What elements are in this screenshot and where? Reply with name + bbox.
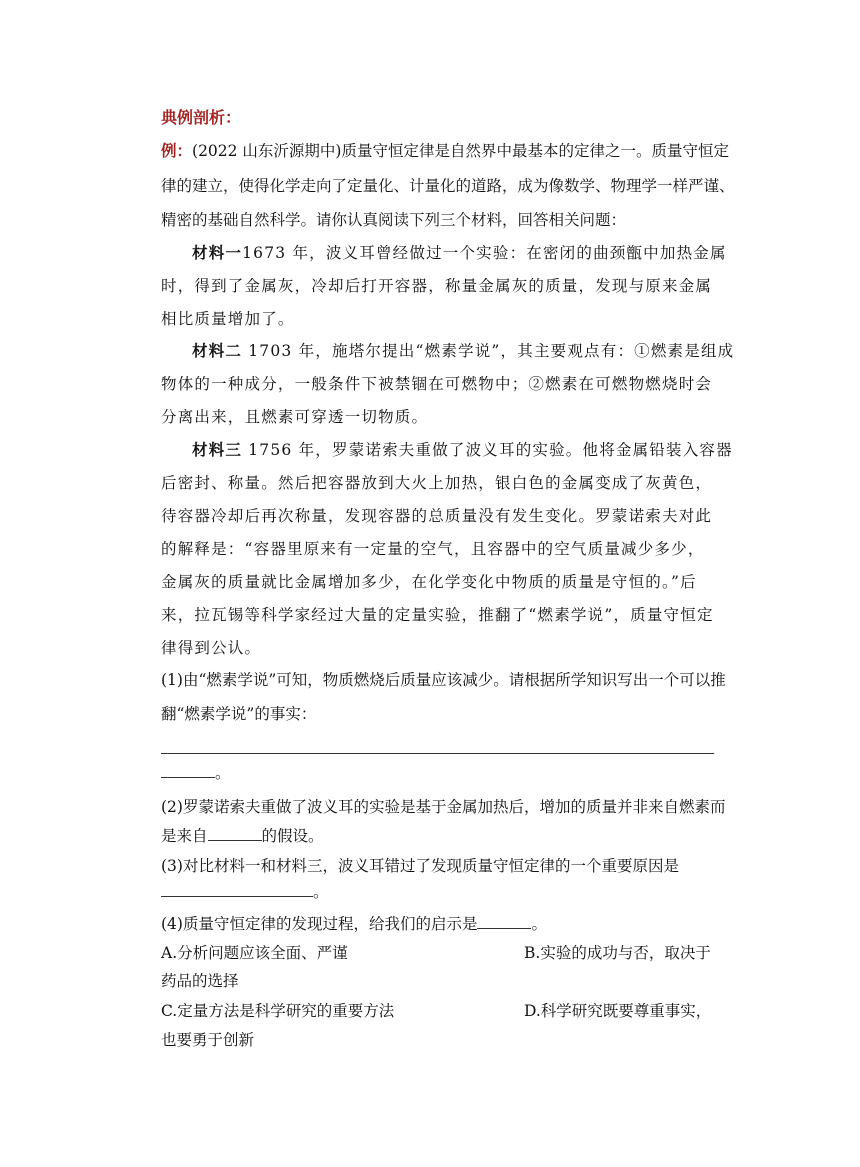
q3-line-1: (3)对比材料一和材料三，波义耳错过了发现质量守恒定律的一个重要原因是 bbox=[161, 857, 679, 875]
material1-title: 材料一 bbox=[192, 243, 243, 262]
material2-line-1: 材料二 1703 年，施塔尔提出“燃素学说”，其主要观点有：①燃素是组成 bbox=[192, 341, 735, 360]
material1-line-1: 材料一1673 年，波义耳曾经做过一个实验：在密闭的曲颈甑中加热金属 bbox=[192, 243, 727, 262]
q2-line-2: 是来自 的假设。 bbox=[161, 827, 324, 845]
option-c[interactable]: C.定量方法是科学研究的重要方法 bbox=[161, 1002, 395, 1020]
material3-line-5: 金属灰的质量就比金属增加多少，在化学变化中物质的质量是守恒的。”后 bbox=[161, 573, 697, 591]
q2-answer-blank[interactable] bbox=[208, 826, 262, 841]
q2-line-1: (2)罗蒙诺索夫重做了波义耳的实验是基于金属加热后，增加的质量并非来自燃素而 bbox=[161, 798, 726, 816]
material3-line-3: 待容器冷却后再次称量，发现容器的总质量没有发生变化。罗蒙诺索夫对此 bbox=[161, 507, 713, 525]
q1-answer-end: 。 bbox=[161, 763, 231, 783]
intro-line-3: 精密的基础自然科学。请你认真阅读下列三个材料，回答相关问题： bbox=[161, 211, 627, 229]
q4-line: (4)质量守恒定律的发现过程，给我们的启示是 。 bbox=[161, 915, 547, 933]
material3-line-6: 来，拉瓦锡等科学家经过大量的定量实验，推翻了“燃素学说”，质量守恒定 bbox=[161, 606, 714, 624]
intro-line-1: 例：(2022 山东沂源期中)质量守恒定律是自然界中最基本的定律之一。质量守恒定 bbox=[161, 142, 729, 160]
q4-answer-blank[interactable] bbox=[477, 914, 531, 929]
material3-line-1: 材料三 1756 年，罗蒙诺索夫重做了波义耳的实验。他将金属铅装入容器 bbox=[192, 440, 733, 459]
q1-line-1: (1)由“燃素学说”可知，物质燃烧后质量应该减少。请根据所学知识写出一个可以推 bbox=[161, 671, 726, 689]
option-b-continued: 药品的选择 bbox=[161, 972, 239, 990]
option-d-continued: 也要勇于创新 bbox=[161, 1031, 255, 1049]
option-a[interactable]: A.分析问题应该全面、严谨 bbox=[161, 944, 348, 962]
material1-line-2: 时，得到了金属灰，冷却后打开容器，称量金属灰的质量，发现与原来金属 bbox=[161, 277, 713, 295]
q1-line-2: 翻“燃素学说”的事实： bbox=[161, 705, 317, 723]
example-label: 例： bbox=[161, 142, 193, 160]
option-b[interactable]: B.实验的成功与否，取决于 bbox=[524, 944, 711, 962]
material3-line-4: 的解释是：“容器里原来有一定量的空气，且容器中的空气质量减少多少， bbox=[161, 540, 705, 558]
material3-title: 材料三 bbox=[192, 440, 243, 459]
material2-line-2: 物体的一种成分，一般条件下被禁锢在可燃物中；②燃素在可燃物燃烧时会 bbox=[161, 375, 713, 393]
material3-line-2: 后密封、称量。然后把容器放到大火上加热，银白色的金属变成了灰黄色， bbox=[161, 474, 713, 492]
material1-line-3: 相比质量增加了。 bbox=[161, 310, 295, 328]
q3-answer-end: 。 bbox=[161, 882, 329, 902]
material3-line-7: 律得到公认。 bbox=[161, 639, 262, 657]
q1-answer-blank[interactable] bbox=[161, 763, 215, 778]
section-heading: 典例剖析： bbox=[161, 108, 242, 127]
material2-title: 材料二 bbox=[192, 341, 243, 360]
material2-line-3: 分离出来，且燃素可穿透一切物质。 bbox=[161, 408, 429, 426]
q3-answer-blank[interactable] bbox=[161, 882, 313, 897]
intro-line-2: 律的建立，使得化学走向了定量化、计量化的道路，成为像数学、物理学一样严谨、 bbox=[161, 177, 735, 195]
option-d[interactable]: D.科学研究既要尊重事实， bbox=[524, 1002, 712, 1020]
q1-answer-line[interactable] bbox=[161, 753, 714, 754]
